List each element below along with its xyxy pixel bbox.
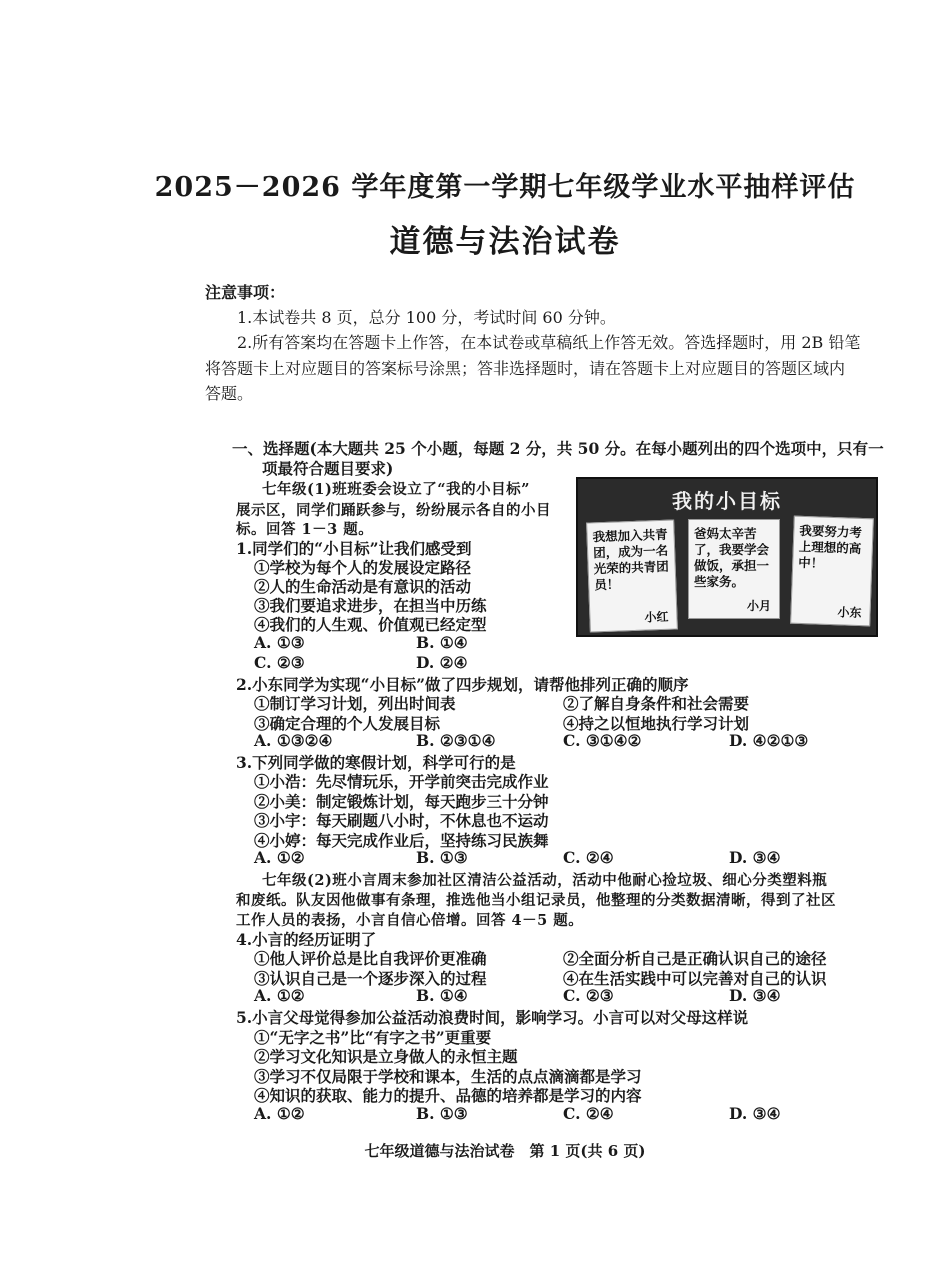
material-1-line-2: 展示区，同学们踊跃参与，纷纷展示各自的小目 [236, 502, 551, 519]
q5-statement-1: ①“无字之书”比“有字之书”更重要 [254, 1028, 492, 1047]
q4-choice-c[interactable]: C. ②③ [563, 986, 614, 1005]
goal-board-image [576, 477, 878, 637]
q2-statement-2: ②了解自身条件和社会需要 [563, 694, 750, 713]
note-signature: 小红 [644, 609, 669, 625]
notice-line-2: 2.所有答案均在答题卡上作答，在本试卷或草稿纸上作答无效。答选择题时，用 2B 铅笔 [237, 333, 861, 352]
question-2-stem: 2.小东同学为实现“小目标”做了四步规划，请帮他排列正确的顺序 [236, 675, 689, 694]
q2-choice-c[interactable]: C. ③①④② [563, 731, 642, 750]
q4-choice-a[interactable]: A. ①② [254, 986, 305, 1005]
q1-statement-4: ④我们的人生观、价值观已经定型 [254, 615, 487, 634]
material-2-line-2: 和废纸。队友因他做事有条理，推选他当小组记录员，他整理的分类数据清晰，得到了社区 [236, 892, 836, 909]
notice-line-4: 答题。 [205, 384, 254, 403]
q4-statement-2: ②全面分析自己是正确认识自己的途径 [563, 949, 827, 968]
board-title: 我的小目标 [672, 489, 782, 513]
q4-statement-1: ①他人评价总是比自我评价更准确 [254, 949, 487, 968]
section-heading-cont: 项最符合题目要求) [262, 459, 394, 478]
q2-choice-b[interactable]: B. ②③①④ [416, 731, 496, 750]
q2-statement-3: ③确定合理的个人发展目标 [254, 714, 441, 733]
q2-choice-d[interactable]: D. ④②①③ [729, 731, 809, 750]
question-1-stem: 1.同学们的“小目标”让我们感受到 [236, 539, 472, 558]
question-5-stem: 5.小言父母觉得参加公益活动浪费时间，影响学习。小言可以对父母这样说 [236, 1008, 749, 1027]
q2-statement-1: ①制订学习计划，列出时间表 [254, 694, 456, 713]
material-2-line-1: 七年级(2)班小言周末参加社区清洁公益活动，活动中他耐心捡垃圾、细心分类塑料瓶 [262, 872, 828, 889]
q3-choice-b[interactable]: B. ①③ [416, 848, 468, 867]
q3-statement-4: ④小婷：每天完成作业后，坚持练习民族舞 [254, 831, 549, 850]
q5-statement-3: ③学习不仅局限于学校和课本，生活的点点滴滴都是学习 [254, 1067, 642, 1086]
q1-statement-1: ①学校为每个人的发展设定路径 [254, 558, 472, 577]
section-heading: 一、选择题(本大题共 25 个小题，每题 2 分，共 50 分。在每小题列出的四个选项中，只有一 [232, 439, 884, 458]
q4-choice-d[interactable]: D. ③④ [729, 986, 781, 1005]
note-text: 我要努力考上理想的高中！ [798, 522, 863, 571]
q1-choice-b[interactable]: B. ①④ [416, 633, 468, 652]
material-1-line-1: 七年级(1)班班委会设立了“我的小目标” [262, 481, 530, 498]
q3-statement-2: ②小美：制定锻炼计划，每天跑步三十分钟 [254, 792, 549, 811]
question-3-stem: 3.下列同学做的寒假计划，科学可行的是 [236, 753, 516, 772]
q1-statement-2: ②人的生命活动是有意识的活动 [254, 577, 472, 596]
q5-choice-a[interactable]: A. ①② [254, 1104, 305, 1123]
q5-statement-2: ②学习文化知识是立身做人的永恒主题 [254, 1047, 518, 1066]
goal-note [688, 519, 780, 619]
material-1-line-3: 标。回答 1－3 题。 [236, 521, 374, 538]
q4-statement-3: ③认识自己是一个逐步深入的过程 [254, 969, 487, 988]
note-text: 爸妈太辛苦了，我要学会做饭，承担一些家务。 [694, 526, 770, 589]
q3-statement-3: ③小宇：每天刷题八小时，不休息也不运动 [254, 811, 549, 830]
exam-title: 2025－2026 学年度第一学期七年级学业水平抽样评估 [154, 172, 856, 203]
q1-choice-a[interactable]: A. ①③ [254, 633, 305, 652]
goal-note [790, 516, 874, 627]
q4-statement-4: ④在生活实践中可以完善对自己的认识 [563, 969, 827, 988]
note-signature: 小月 [746, 599, 771, 613]
q4-choice-b[interactable]: B. ①④ [416, 986, 468, 1005]
note-signature: 小东 [837, 605, 862, 621]
goal-note [586, 519, 678, 632]
question-4-stem: 4.小言的经历证明了 [236, 930, 377, 949]
q3-statement-1: ①小浩：先尽情玩乐，开学前突击完成作业 [254, 772, 549, 791]
q3-choice-c[interactable]: C. ②④ [563, 848, 614, 867]
material-2-line-3: 工作人员的表扬，小言自信心倍增。回答 4－5 题。 [236, 912, 584, 929]
q5-statement-4: ④知识的获取、能力的提升、品德的培养都是学习的内容 [254, 1086, 642, 1105]
q5-choice-c[interactable]: C. ②④ [563, 1104, 614, 1123]
q2-statement-4: ④持之以恒地执行学习计划 [563, 714, 750, 733]
exam-subtitle: 道德与法治试卷 [389, 224, 621, 260]
q5-choice-b[interactable]: B. ①③ [416, 1104, 468, 1123]
notice-line-1: 1.本试卷共 8 页，总分 100 分，考试时间 60 分钟。 [237, 308, 616, 327]
q5-choice-d[interactable]: D. ③④ [729, 1104, 781, 1123]
page-footer: 七年级道德与法治试卷 第 1 页(共 6 页) [364, 1142, 646, 1160]
notice-line-3: 将答题卡上对应题目的答案标号涂黑；答非选择题时，请在答题卡上对应题目的答题区域内 [205, 359, 846, 378]
q1-choice-d[interactable]: D. ②④ [416, 653, 468, 672]
q2-choice-a[interactable]: A. ①③②④ [254, 731, 333, 750]
note-text: 我想加入共青团，成为一名光荣的共青团员！ [592, 526, 669, 593]
notice-heading: 注意事项： [205, 283, 286, 302]
q1-statement-3: ③我们要追求进步，在担当中历练 [254, 596, 487, 615]
q3-choice-d[interactable]: D. ③④ [729, 848, 781, 867]
q1-choice-c[interactable]: C. ②③ [254, 653, 305, 672]
q3-choice-a[interactable]: A. ①② [254, 848, 305, 867]
